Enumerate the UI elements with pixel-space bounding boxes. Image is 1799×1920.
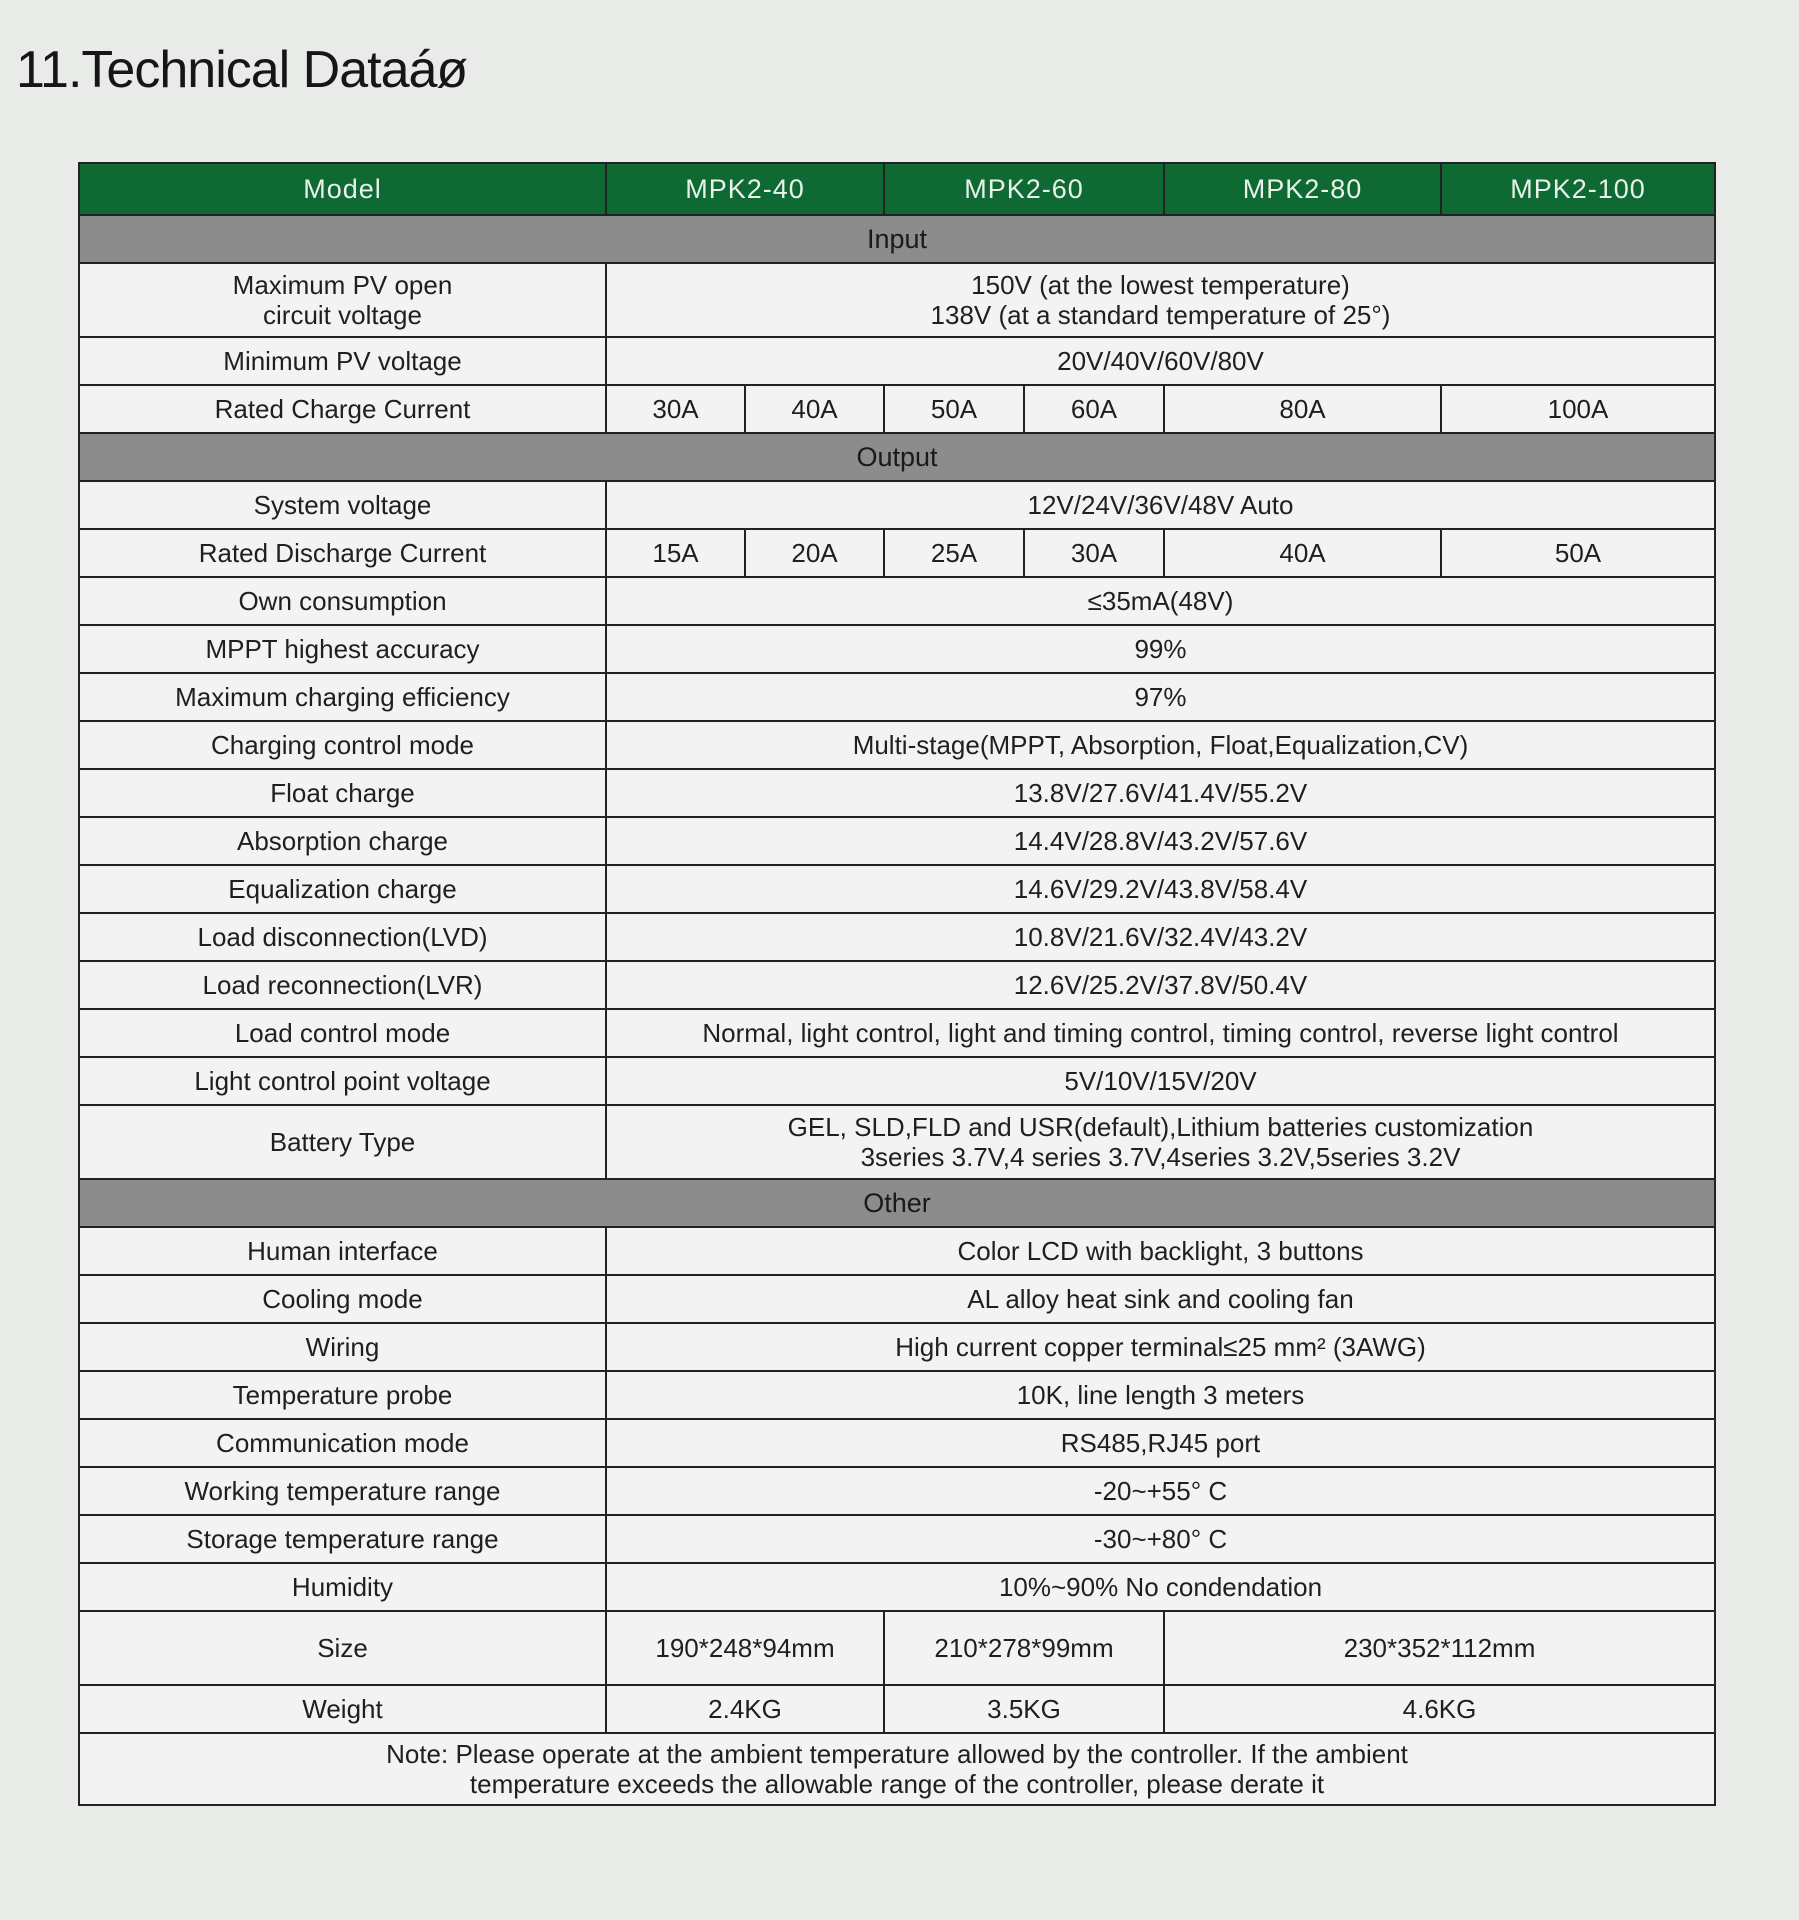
- row-value: 15A: [606, 529, 745, 577]
- table-row: [79, 865, 1715, 913]
- table-row: [79, 721, 1715, 769]
- row-label: Temperature probe: [79, 1371, 606, 1419]
- row-value: 25A: [884, 529, 1024, 577]
- row-label: Communication mode: [79, 1419, 606, 1467]
- row-label: Humidity: [79, 1563, 606, 1611]
- row-value: 50A: [1441, 529, 1715, 577]
- table-row: [79, 1009, 1715, 1057]
- table-row: [79, 1275, 1715, 1323]
- row-label: MPPT highest accuracy: [79, 625, 606, 673]
- table-row: [79, 337, 1715, 385]
- row-value: 4.6KG: [1164, 1685, 1715, 1733]
- header-model-mpk2-60: MPK2-60: [884, 163, 1164, 215]
- table-row: [79, 673, 1715, 721]
- row-value: 190*248*94mm: [606, 1611, 884, 1685]
- row-value: 14.6V/29.2V/43.8V/58.4V: [606, 865, 1715, 913]
- table-header-row: [79, 163, 1715, 215]
- row-label: Load disconnection(LVD): [79, 913, 606, 961]
- row-value: 99%: [606, 625, 1715, 673]
- row-value: 100A: [1441, 385, 1715, 433]
- section-title: Output: [79, 433, 1715, 481]
- note-row: [79, 1733, 1715, 1805]
- row-label: Maximum charging efficiency: [79, 673, 606, 721]
- technical-data-table: [78, 162, 1716, 1806]
- row-label: Storage temperature range: [79, 1515, 606, 1563]
- row-value: Color LCD with backlight, 3 buttons: [606, 1227, 1715, 1275]
- section-input: [79, 215, 1715, 263]
- table-row: [79, 769, 1715, 817]
- table-row: [79, 961, 1715, 1009]
- row-value: 10%~90% No condendation: [606, 1563, 1715, 1611]
- row-value: 97%: [606, 673, 1715, 721]
- table-row: [79, 1227, 1715, 1275]
- row-value: Multi-stage(MPPT, Absorption, Float,Equalization,CV): [606, 721, 1715, 769]
- row-value: 5V/10V/15V/20V: [606, 1057, 1715, 1105]
- row-value: 13.8V/27.6V/41.4V/55.2V: [606, 769, 1715, 817]
- row-label: Battery Type: [79, 1105, 606, 1179]
- row-label: Light control point voltage: [79, 1057, 606, 1105]
- row-value: 30A: [1024, 529, 1164, 577]
- row-label: Working temperature range: [79, 1467, 606, 1515]
- table-row: [79, 817, 1715, 865]
- table-row: [79, 1611, 1715, 1685]
- row-value: 3.5KG: [884, 1685, 1164, 1733]
- row-value: 230*352*112mm: [1164, 1611, 1715, 1685]
- row-value: 20V/40V/60V/80V: [606, 337, 1715, 385]
- table-row: [79, 529, 1715, 577]
- row-label: Own consumption: [79, 577, 606, 625]
- row-value: -20~+55° C: [606, 1467, 1715, 1515]
- section-title: Other: [79, 1179, 1715, 1227]
- row-value: 50A: [884, 385, 1024, 433]
- row-value: -30~+80° C: [606, 1515, 1715, 1563]
- table-row: [79, 385, 1715, 433]
- row-label: Minimum PV voltage: [79, 337, 606, 385]
- row-label: Rated Charge Current: [79, 385, 606, 433]
- row-label: Float charge: [79, 769, 606, 817]
- row-value: 150V (at the lowest temperature) 138V (at a standard temperature of 25°): [606, 263, 1715, 337]
- row-value: 12.6V/25.2V/37.8V/50.4V: [606, 961, 1715, 1009]
- row-value: AL alloy heat sink and cooling fan: [606, 1275, 1715, 1323]
- row-label: Weight: [79, 1685, 606, 1733]
- header-model-mpk2-100: MPK2-100: [1441, 163, 1715, 215]
- table-row: [79, 1563, 1715, 1611]
- row-value: 210*278*99mm: [884, 1611, 1164, 1685]
- row-value: 40A: [745, 385, 884, 433]
- table-row: [79, 481, 1715, 529]
- row-value: 14.4V/28.8V/43.2V/57.6V: [606, 817, 1715, 865]
- row-value: 2.4KG: [606, 1685, 884, 1733]
- row-label: Cooling mode: [79, 1275, 606, 1323]
- table-row: [79, 263, 1715, 337]
- header-model-mpk2-80: MPK2-80: [1164, 163, 1441, 215]
- page-title: 11.Technical Dataáø: [16, 41, 468, 99]
- row-value: 60A: [1024, 385, 1164, 433]
- row-label: Human interface: [79, 1227, 606, 1275]
- table-row: [79, 913, 1715, 961]
- row-label: Wiring: [79, 1323, 606, 1371]
- row-label: Absorption charge: [79, 817, 606, 865]
- row-value: 30A: [606, 385, 745, 433]
- row-value: Normal, light control, light and timing control, timing control, reverse light control: [606, 1009, 1715, 1057]
- table-row: [79, 1323, 1715, 1371]
- table-row: [79, 577, 1715, 625]
- row-value: 20A: [745, 529, 884, 577]
- note-text: Note: Please operate at the ambient temperature allowed by the controller. If the ambient temperature exceeds the allowable range of the controller, please derate it: [79, 1733, 1715, 1805]
- section-other: [79, 1179, 1715, 1227]
- header-model: Model: [79, 163, 606, 215]
- table-row: [79, 625, 1715, 673]
- row-value: 10K, line length 3 meters: [606, 1371, 1715, 1419]
- row-label: Size: [79, 1611, 606, 1685]
- row-value: High current copper terminal≤25 mm² (3AWG): [606, 1323, 1715, 1371]
- row-label: Load reconnection(LVR): [79, 961, 606, 1009]
- table-row: [79, 1371, 1715, 1419]
- section-title: Input: [79, 215, 1715, 263]
- row-value: RS485,RJ45 port: [606, 1419, 1715, 1467]
- row-label: Charging control mode: [79, 721, 606, 769]
- row-value: 10.8V/21.6V/32.4V/43.2V: [606, 913, 1715, 961]
- table-row: [79, 1057, 1715, 1105]
- row-label: System voltage: [79, 481, 606, 529]
- row-value: 12V/24V/36V/48V Auto: [606, 481, 1715, 529]
- row-label: Load control mode: [79, 1009, 606, 1057]
- table-row: [79, 1105, 1715, 1179]
- row-label: Maximum PV open circuit voltage: [79, 263, 606, 337]
- row-value: 80A: [1164, 385, 1441, 433]
- row-value: GEL, SLD,FLD and USR(default),Lithium batteries customization 3series 3.7V,4 series 3.7V,4series 3.2V,5series 3.2V: [606, 1105, 1715, 1179]
- table-row: [79, 1685, 1715, 1733]
- section-output: [79, 433, 1715, 481]
- row-label: Equalization charge: [79, 865, 606, 913]
- row-label: Rated Discharge Current: [79, 529, 606, 577]
- row-value: 40A: [1164, 529, 1441, 577]
- table-row: [79, 1515, 1715, 1563]
- header-model-mpk2-40: MPK2-40: [606, 163, 884, 215]
- table-row: [79, 1419, 1715, 1467]
- table-row: [79, 1467, 1715, 1515]
- row-value: ≤35mA(48V): [606, 577, 1715, 625]
